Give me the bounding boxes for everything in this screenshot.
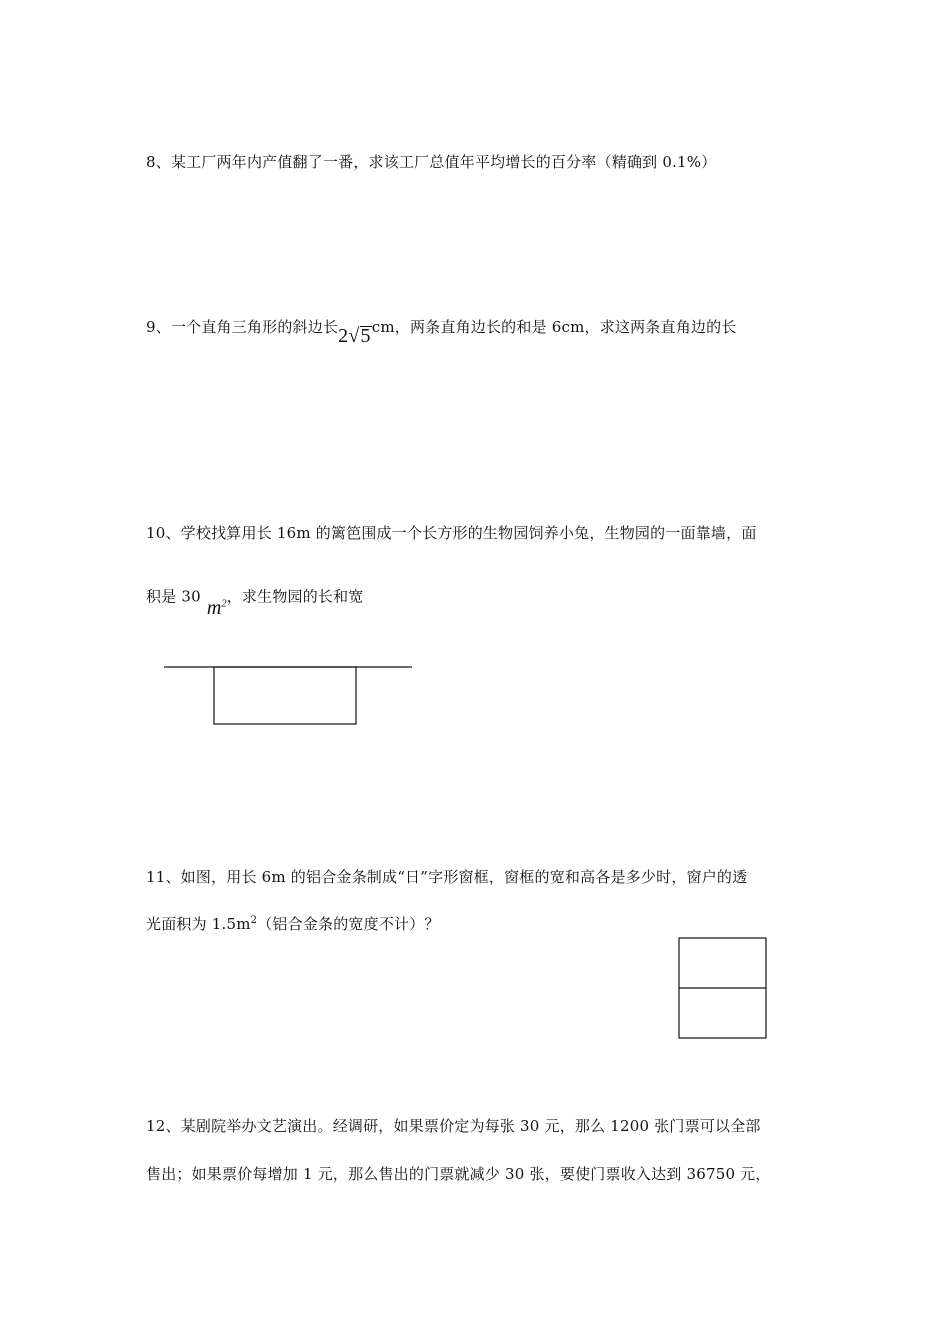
garden-rectangle	[214, 667, 356, 724]
question-12-text-2: 售出；如果票价每增加 1 元，那么售出的门票就减少 30 张，要使门票收入达到 36750 元，	[146, 1165, 771, 1183]
question-10-line-2	[146, 582, 364, 619]
question-9-prefix: 9、一个直角三角形的斜边长	[146, 318, 339, 336]
sqrt-sign-icon: √	[348, 325, 360, 347]
question-10-line-1	[146, 523, 757, 543]
area-unit	[207, 597, 227, 619]
question-8-text: 8、某工厂两年内产值翻了一番，求该工厂总值年平均增长的百分率（精确到 0.1%）	[146, 153, 717, 171]
question-10-text-1: 10、学校找算用长 16m 的篱笆围成一个长方形的生物园饲养小兔，生物园的一面靠墙，面	[146, 524, 757, 542]
question-12-line-1	[146, 1116, 761, 1136]
question-11-text-1: 11、如图，用长 6m 的铝合金条制成“日”字形窗框，窗框的宽和高各是多少时，窗户的透	[146, 868, 748, 886]
hypotenuse-coefficient: 2	[338, 325, 349, 347]
sqrt-radicand: 5	[360, 325, 371, 347]
window-frame-figure	[678, 937, 768, 1041]
area-unit-exponent: 2	[221, 598, 227, 609]
question-8	[146, 152, 716, 172]
question-11-line-1	[146, 867, 747, 887]
hypotenuse-expression	[338, 325, 372, 347]
garden-wall-figure	[164, 664, 414, 728]
question-11-exponent: 2	[250, 915, 258, 926]
question-11-suffix: （铝合金条的宽度不计）？	[257, 915, 440, 933]
sqrt-expression	[348, 326, 371, 346]
question-9-suffix: cm，两条直角边长的和是 6cm，求这两条直角边的长	[371, 318, 737, 336]
question-10-prefix: 积是 30	[146, 587, 201, 606]
question-11-line-2	[146, 911, 440, 934]
question-12-text-1: 12、某剧院举办文艺演出。经调研，如果票价定为每张 30 元，那么 1200 张门票可以全部	[146, 1117, 761, 1135]
question-12-line-2	[146, 1164, 771, 1184]
question-9	[146, 316, 737, 347]
area-unit-base: m	[206, 596, 222, 619]
question-11-prefix: 光面积为 1.5m	[146, 915, 251, 933]
question-10-suffix: ，求生物园的长和宽	[226, 587, 364, 606]
